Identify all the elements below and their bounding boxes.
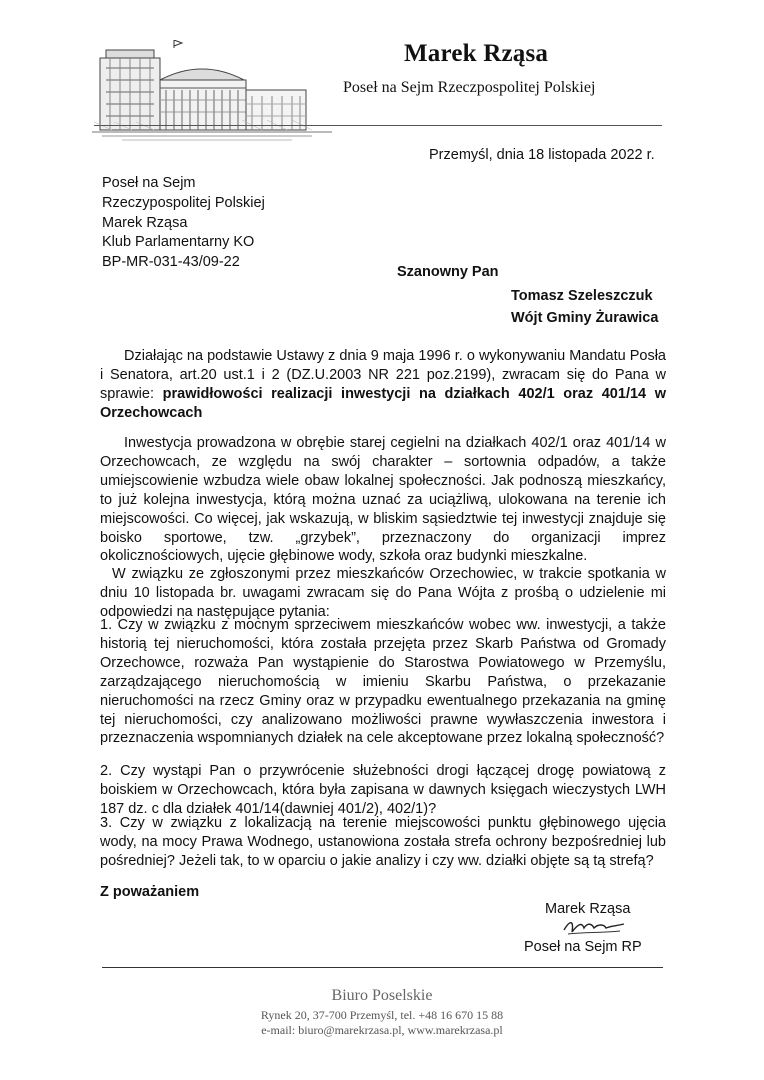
question-2: 2. Czy wystąpi Pan o przywrócenie służebności drogi łączącej drogę powiatową z boiskiem w Orzechowcach, która była zapisana w dawnych księgach wieczystych LWH 187 dz. c dla działek 401/14(dawniej 401/2), 402/1)? [100, 763, 666, 817]
date-line: Przemyśl, dnia 18 listopada 2022 r. [429, 147, 655, 163]
intro-text: Działając na podstawie Ustawy z dnia 9 maja 1996 r. o wykonywaniu Mandatu Posła i Senatora, art.20 ust.1 i 2 (DZ.U.2003 NR 221 poz.2199), zwracam się do Pana w sprawie: [100, 348, 666, 402]
intro-subject: prawidłowości realizacji inwestycji na działkach 402/1 oraz 401/14 w Orzechowcach [100, 385, 666, 421]
recipient-name: Tomasz Szeleszczuk [511, 288, 653, 304]
context-paragraph: Inwestycja prowadzona w obrębie starej cegielni na działkach 402/1 oraz 401/14 w Orzechowcach, ze względu na swój charakter – sortownia odpadów, a także umiejscowienie wzbudza wiele obaw lokalnej społeczności. Jak podnoszą mieszkańcy, to już kolejna inwestycja, którą można uznać za uciążliwą, ulokowana na terenie ich miejscowości. Co więcej, jak wskazują, w bliskim sąsiedztwie tej inwestycji znajduje się boisko sportowe, tzw. „grzybek”, przeznaczony do organizacji imprez okolicznościowych, ujęcie głębinowe wody, szkoła oraz budynki mieszkalne. [100, 435, 666, 565]
sender-block [102, 174, 265, 273]
sender-line: Marek Rząsa [102, 214, 188, 231]
office-contact: e-mail: biuro@marekrzasa.pl, www.marekrzasa.pl [261, 1023, 503, 1037]
closing: Z poważaniem [100, 884, 200, 900]
header-divider [94, 125, 662, 126]
question-3: 3. Czy w związku z lokalizacją na terenie miejscowości punktu głębinowego ujęcia wody, na mocy Prawa Wodnego, ustanowiona została strefa ochrony bezpośredniej lub pośredniej? Jeżeli tak, to w oparciu o jakie analizy i czy ww. działki objęte są tą strefą? [100, 815, 666, 869]
intro-paragraph [100, 347, 666, 423]
office-address: Rynek 20, 37-700 Przemyśl, tel. +48 16 670 15 88 [260, 1008, 504, 1022]
header-role: Poseł na Sejm Rzeczpospolitej Polskiej [343, 79, 596, 96]
sender-line: BP-MR-031-43/09-22 [102, 254, 240, 271]
request-paragraph: W związku ze zgłoszonymi przez mieszkańców Orzechowiec, w trakcie spotkania w dniu 10 listopada br. uwagami zwracam się do Pana Wójta z prośbą o udzielenie mi odpowiedzi na następujące pytania: [100, 566, 666, 620]
handwritten-signature-icon [560, 916, 630, 938]
question-1: 1. Czy w związku z mocnym sprzeciwem mieszkańców wobec ww. inwestycji, a także historią tej nieruchomości, która została przejęta przez Skarb Państwa od Gromady Orzechowce, rozważa Pan wystąpienie do Starostwa Powiatowego w Przemyślu, zarządzającego nieruchomością w imieniu Skarbu Państwa, o przekazanie nieruchomości na rzecz Gminy oraz w przypadku ewentualnego przekazania na gminę tej nieruchomości, czy analizowano możliwości prawne wywłaszczenia inwestora i przeznaczenia wspomnianych działek na cele akceptowane przez lokalną społeczność? [100, 617, 666, 747]
sender-line: Rzeczypospolitej Polskiej [102, 194, 265, 211]
salutation: Szanowny Pan [397, 264, 499, 280]
signature-role: Poseł na Sejm RP [524, 939, 642, 955]
sejm-building-icon [92, 40, 337, 142]
recipient-title: Wójt Gminy Żurawica [511, 310, 659, 326]
footer-divider [102, 967, 663, 968]
office-title: Biuro Poselskie [331, 987, 433, 1004]
sender-line: Poseł na Sejm [102, 175, 196, 191]
header-name: Marek Rząsa [404, 40, 549, 67]
sender-line: Klub Parlamentarny KO [102, 234, 255, 251]
signature-name: Marek Rząsa [545, 901, 631, 917]
